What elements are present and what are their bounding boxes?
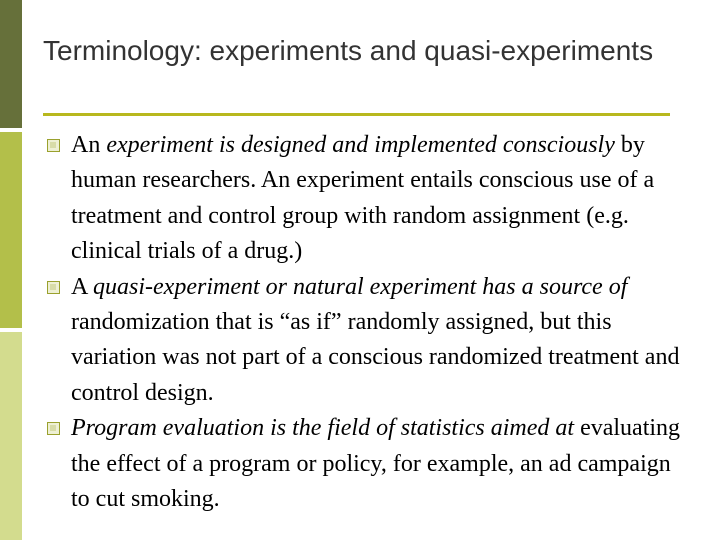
bullet-text: A xyxy=(71,273,94,300)
bullet-emphasis: quasi-experiment or natural experiment has a source of xyxy=(93,273,628,300)
bullet-item-program-evaluation xyxy=(43,411,688,517)
sidebar-segment-light xyxy=(0,332,22,540)
bullet-item-experiment xyxy=(43,128,688,270)
square-bullet-icon xyxy=(47,281,60,294)
square-bullet-icon xyxy=(47,422,60,435)
bullet-text: An xyxy=(71,132,107,158)
bullet-item-quasi-experiment xyxy=(43,270,688,412)
slide-title: Terminology: experiments and quasi-experiments xyxy=(43,35,654,66)
bullet-text: evaluating the effect of a program or policy, for example, an ad campaign to cut smoking. xyxy=(71,415,681,513)
sidebar-segment-mid xyxy=(0,132,22,328)
sidebar-segment-dark xyxy=(0,0,22,128)
bullet-list xyxy=(43,128,688,517)
sidebar-decoration xyxy=(0,0,22,540)
bullet-text: by human researchers. An experiment entails conscious use of a treatment and control group with random assignment (e.g. clinical trials of a drug.) xyxy=(71,132,655,265)
square-bullet-icon xyxy=(47,139,60,152)
bullet-emphasis: Program evaluation is the field of statistics aimed at xyxy=(71,415,575,442)
bullet-emphasis: experiment is designed and implemented consciously xyxy=(106,132,615,158)
bullet-text: randomization that is “as if” randomly assigned, but this variation was not part of a conscious randomized treatment and control design. xyxy=(71,309,680,406)
title-underline xyxy=(43,113,670,116)
